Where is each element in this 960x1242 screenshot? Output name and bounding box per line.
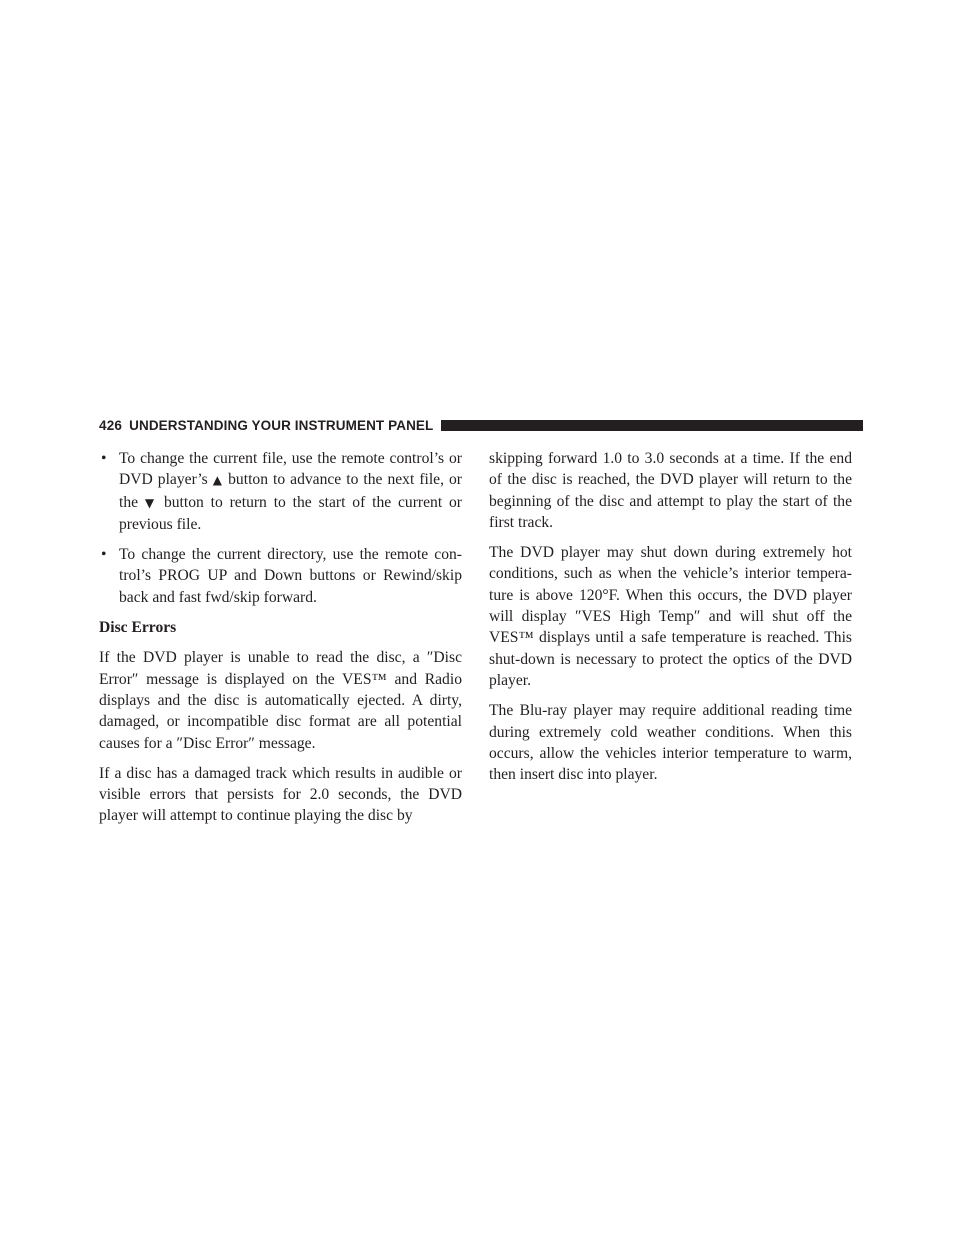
damaged-track-paragraph-end: skipping forward 1.0 to 3.0 seconds at a time. If the end of the disc is reached, the DVD player will return to the beginning of the disc and attempt to play the start of the first track.	[489, 450, 852, 531]
page-header	[99, 417, 863, 433]
bullet-text-part: button to return to the start of the current or previous file.	[119, 493, 462, 533]
bullet-text-part: button to advance to the next file, or the	[119, 471, 462, 511]
damaged-track-paragraph-start: If a disc has a damaged track which results in audible or visible errors that persists for 2.0 seconds, the DVD player will attempt to continue playing the disc by	[99, 764, 462, 825]
disc-errors-heading: Disc Errors	[99, 619, 177, 637]
cold-weather-paragraph: The Blu-ray player may require additional reading time during extremely cold weather conditions. When this occurs, allow the vehicles interior temperature to warm, then insert disc into player.	[489, 702, 852, 784]
high-temp-paragraph: The DVD player may shut down during extremely hot conditions, such as when the vehicle’s interior tempera-ture is above 120°F. When this occurs, the DVD player will display ″VES High Temp″ and will shut off the VES™ displays until a safe temperature is reached. This shut-down is necessary to protect the optics of the DVD player.	[489, 544, 852, 689]
section-title: UNDERSTANDING YOUR INSTRUMENT PANEL	[129, 417, 434, 433]
bullet-icon: •	[101, 546, 107, 564]
header-rule	[441, 420, 863, 431]
left-column	[99, 448, 462, 836]
bullet-item-change-file	[99, 448, 462, 535]
bullet-item-change-directory	[99, 544, 462, 608]
up-arrow-icon: ▲	[212, 473, 224, 488]
right-column	[489, 448, 852, 794]
disc-error-paragraph: If the DVD player is unable to read the disc, a ″Disc Error″ message is displayed on the VES™ and Radio displays and the disc is automatically ejected. A dirty, damaged, or incompatible disc format are all potential causes for a ″Disc Error″ message.	[99, 649, 462, 752]
bullet-icon: •	[101, 450, 107, 467]
bullet-text: To change the current directory, use the remote con-trol’s PROG UP and Down buttons or Rewind/skip back and fast fwd/skip forward.	[119, 546, 462, 606]
down-arrow-icon: ▼	[144, 495, 158, 510]
page-number: 426	[99, 417, 123, 433]
bullet-text-part: To change the current file, use the remote control’s or DVD player’s	[119, 450, 462, 489]
